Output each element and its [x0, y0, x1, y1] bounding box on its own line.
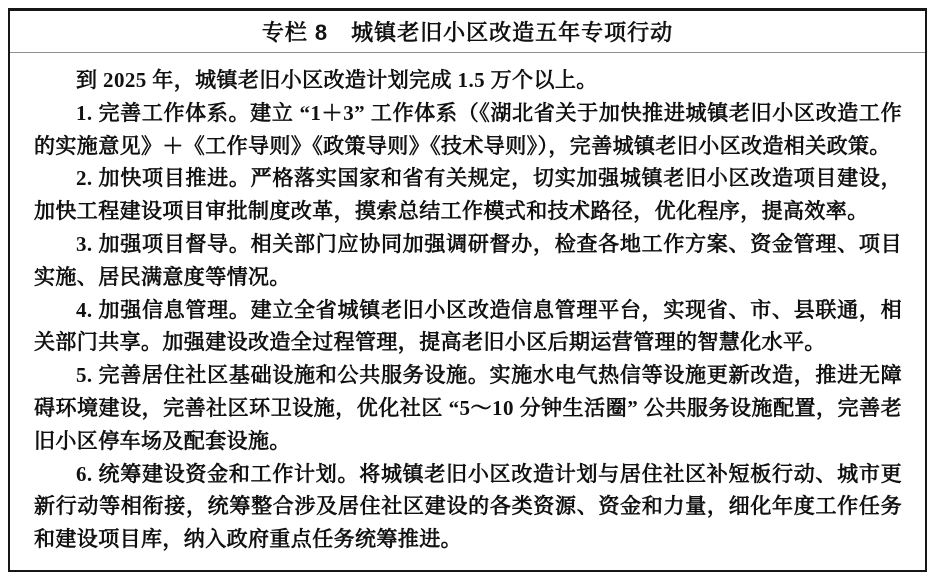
item-1-paragraph: 1. 完善工作体系。建立 “1＋3” 工作体系（《湖北省关于加快推进城镇老旧小区改造工作的实施意见》＋《工作导则》《政策导则》《技术导则》），完善城镇老旧小区改造相关政策。	[34, 100, 902, 158]
item-6-paragraph: 6. 统筹建设资金和工作计划。将城镇老旧小区改造计划与居住社区补短板行动、城市更新行动等相衔接，统筹整合涉及居住社区建设的各类资源、资金和力量，细化年度工作任务和建设项目库，纳入政府重点任务统筹推进。	[34, 461, 902, 552]
item-4-paragraph: 4. 加强信息管理。建立全省城镇老旧小区改造信息管理平台，实现省、市、县联通，相关部门共享。加强建设改造全过程管理，提高老旧小区后期运营管理的智慧化水平。	[34, 297, 902, 355]
item-2-paragraph: 2. 加快项目推进。严格落实国家和省有关规定，切实加强城镇老旧小区改造项目建设，加快工程建设项目审批制度改革，摸索总结工作模式和技术路径，优化程序，提高效率。	[34, 166, 902, 224]
column-box	[8, 8, 927, 572]
column-box-title: 专栏 8 城镇老旧小区改造五年专项行动	[10, 11, 925, 53]
item-5-paragraph: 5. 完善居住社区基础设施和公共服务设施。实施水电气热信等设施更新改造，推进无障碍环境建设，完善社区环卫设施，优化社区 “5～10 分钟生活圈” 公共服务设施配置，完善老旧小区停车场及配套设施。	[34, 363, 902, 453]
item-3-paragraph: 3. 加强项目督导。相关部门应协同加强调研督办，检查各地工作方案、资金管理、项目实施、居民满意度等情况。	[34, 231, 902, 289]
intro-paragraph: 到 2025 年，城镇老旧小区改造计划完成 1.5 万个以上。	[76, 68, 598, 92]
column-box-body	[10, 53, 925, 570]
